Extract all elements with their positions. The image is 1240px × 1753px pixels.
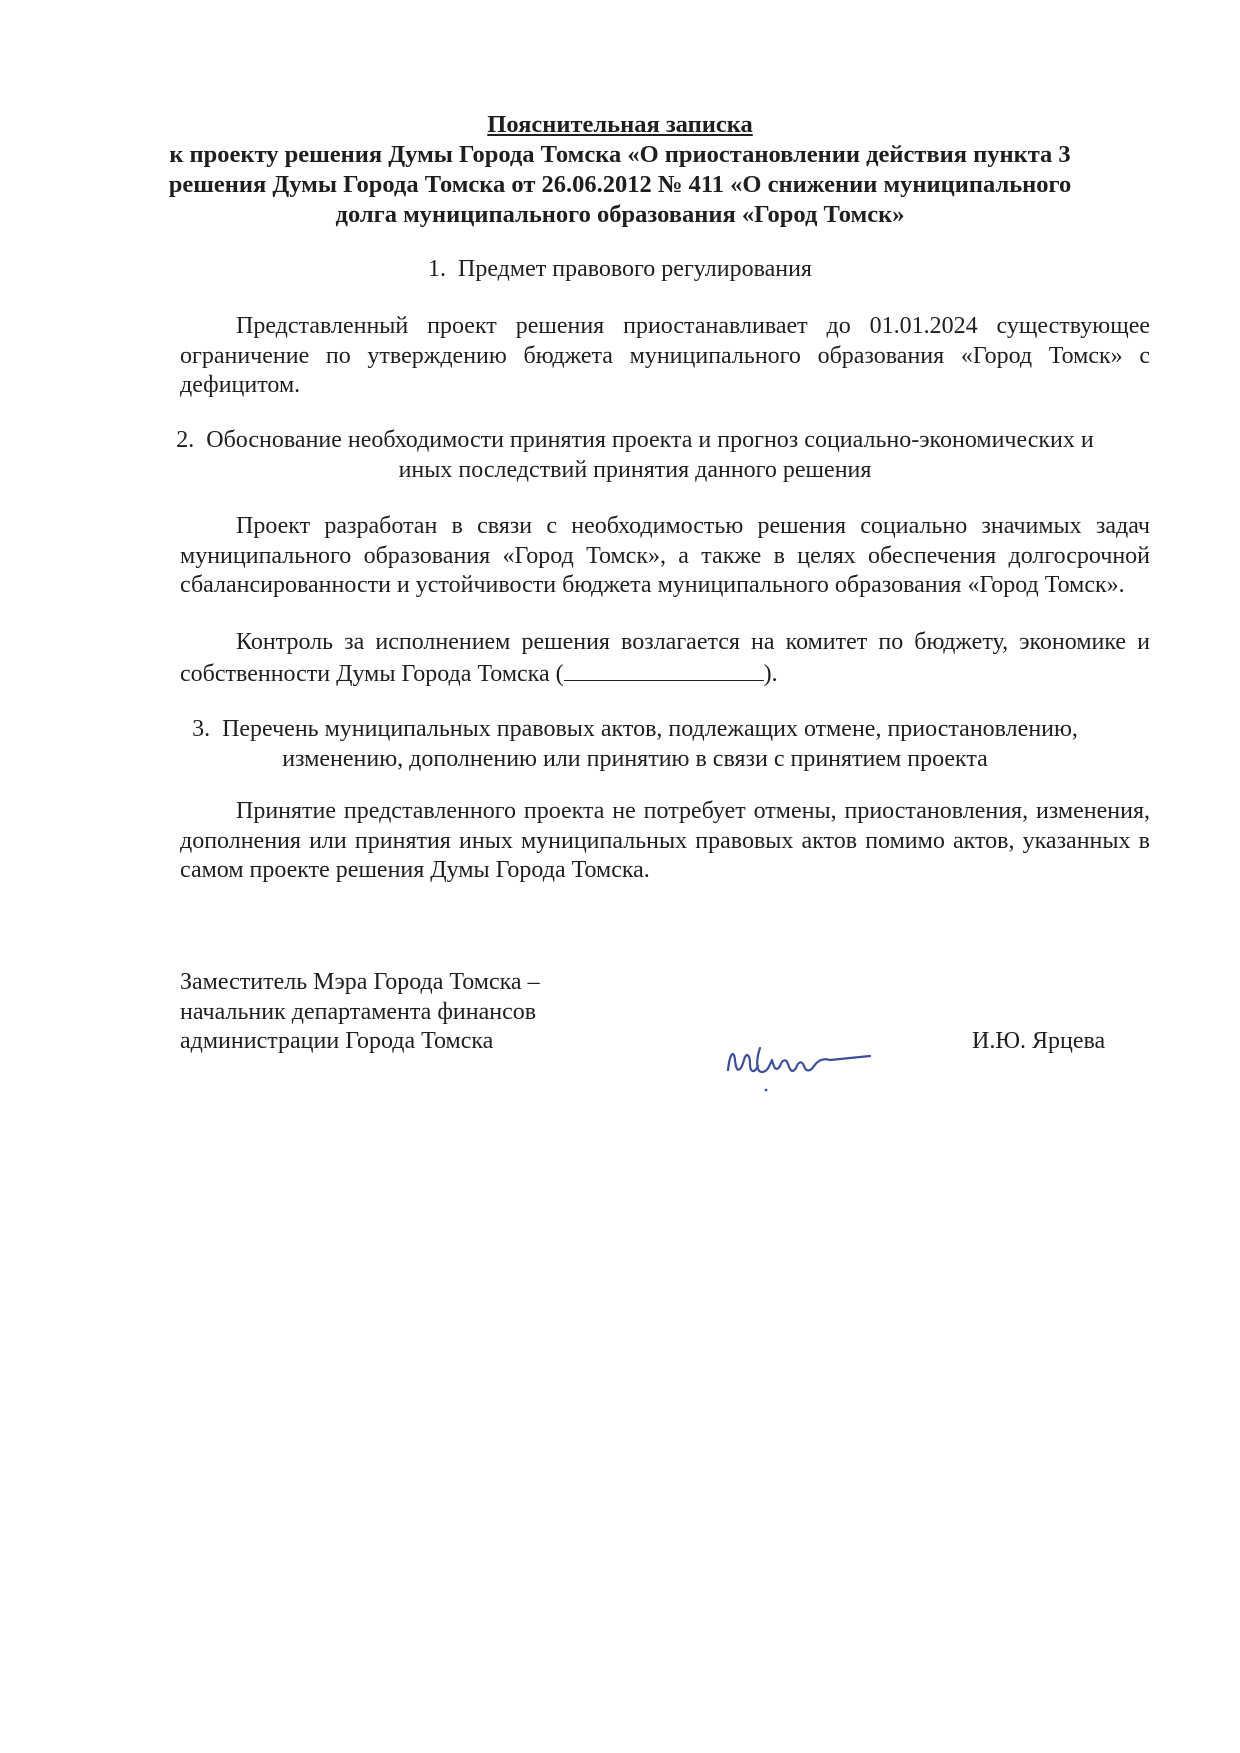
- section-2-text-2-end: ).: [763, 660, 778, 687]
- section-2-text-2-start: Контроль за исполнением решения возлагается на комитет по бюджету, экономике и собственности Думы Города Томска (: [180, 629, 1150, 687]
- blank-underline: [564, 658, 764, 681]
- document-subtitle-line-2: решения Думы Города Томска от 26.06.2012 № 411 «О снижении муниципального: [168, 171, 1072, 198]
- section-1-heading: 1. Предмет правового регулирования: [428, 256, 812, 282]
- section-3-heading: [150, 714, 1120, 774]
- section-3-heading-line-1: 3. Перечень муниципальных правовых актов, подлежащих отмене, приостановлению,: [192, 716, 1078, 742]
- signature-stroke: [728, 1048, 870, 1072]
- document-title-block: [150, 110, 1090, 230]
- signatory-position-line-1: Заместитель Мэра Города Томска –: [180, 969, 540, 995]
- section-2-heading-line-2: иных последствий принятия данного решения: [398, 457, 872, 483]
- section-2-text-2: [180, 628, 1150, 689]
- signatory-position-line-3: администрации Города Томска: [180, 1028, 494, 1054]
- signature-dot: [765, 1089, 768, 1092]
- section-1-text: Представленный проект решения приостанавливает до 01.01.2024 существующее ограничение по утверждению бюджета муниципального образования «Город Томск» с дефицитом.: [180, 313, 1150, 398]
- document-title: Пояснительная записка: [487, 111, 753, 138]
- signatory-position: [180, 968, 640, 1057]
- document-subtitle-line-1: к проекту решения Думы Города Томска «О приостановлении действия пункта 3: [169, 141, 1071, 168]
- section-2-text-1: Проект разработан в связи с необходимостью решения социально значимых задач муниципального образования «Город Томск», а также в целях обеспечения долгосрочной сбалансированности и устойчивости бюджета муниципального образования «Город Томск».: [180, 513, 1150, 598]
- section-3-text: Принятие представленного проекта не потребует отмены, приостановления, изменения, дополнения или принятия иных муниципальных правовых актов помимо актов, указанных в самом проекте решения Думы Города Томска.: [180, 798, 1150, 883]
- document-subtitle-line-3: долга муниципального образования «Город Томск»: [335, 201, 905, 228]
- section-2-heading: [150, 425, 1120, 485]
- handwritten-signature: [720, 1030, 880, 1100]
- section-2-heading-line-1: 2. Обоснование необходимости принятия проекта и прогноз социально-экономических и: [176, 427, 1094, 453]
- signatory-position-line-2: начальник департамента финансов: [180, 998, 537, 1025]
- signatory-name: И.Ю. Ярцева: [972, 1028, 1106, 1054]
- section-3-heading-line-2: изменению, дополнению или принятию в связи с принятием проекта: [282, 746, 988, 772]
